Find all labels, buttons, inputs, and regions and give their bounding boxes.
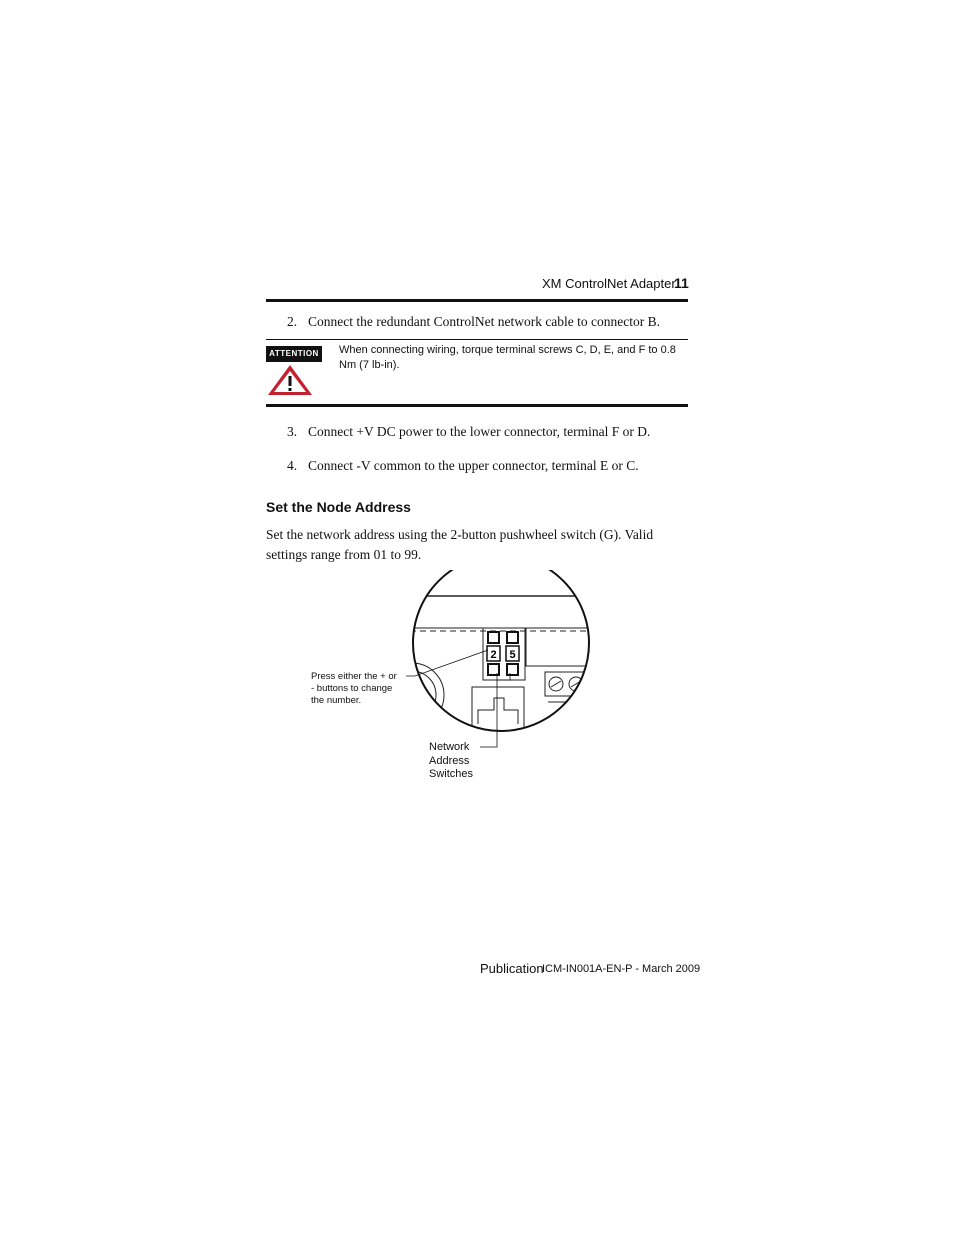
step-3 (287, 424, 650, 440)
section-body: Set the network address using the 2-button pushwheel switch (G). Valid settings range from 01 to 99. (266, 527, 654, 562)
step-text: Connect -V common to the upper connector, terminal E or C. (308, 458, 639, 473)
section-title: Set the Node Address (266, 499, 411, 515)
step-2 (287, 314, 660, 330)
digit-right: 5 (509, 649, 516, 661)
plus-button-right (507, 632, 518, 643)
step-number: 3. (287, 424, 298, 439)
step-text: Connect +V DC power to the lower connector, terminal F or D. (308, 424, 651, 439)
step-number: 4. (287, 458, 298, 473)
minus-button-right (507, 664, 518, 675)
magnifier-outline (413, 570, 589, 731)
callout-buttons: Press either the + or - buttons to change the number. (311, 671, 397, 706)
attention-top-rule (266, 339, 688, 340)
plus-button-left (488, 632, 499, 643)
attention-text: When connecting wiring, torque terminal screws C, D, E, and F to 0.8 Nm (7 lb-in). (339, 344, 676, 371)
attention-bottom-rule (266, 404, 688, 407)
step-number: 2. (287, 314, 298, 329)
attention-badge: ATTENTION (266, 346, 322, 362)
footer-label: Publication (480, 961, 544, 976)
callout-switches: Network Address Switches (429, 741, 474, 780)
header-rule (266, 299, 688, 302)
page-number: 11 (674, 275, 689, 291)
warning-triangle-icon (266, 363, 314, 397)
step-4 (287, 458, 639, 474)
step-text: Connect the redundant ControlNet network cable to connector B. (308, 314, 661, 329)
running-header-title: XM ControlNet Adapter (542, 276, 676, 291)
digit-left: 2 (490, 649, 497, 661)
footer-publication-code: ICM-IN001A-EN-P - March 2009 (542, 963, 701, 975)
